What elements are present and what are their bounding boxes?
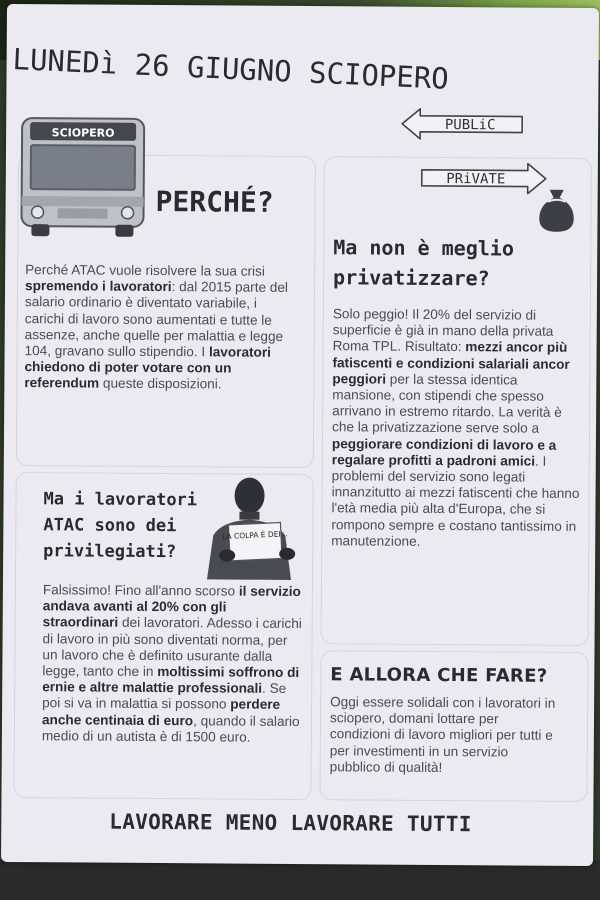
private-arrow-label: PRiVATE [446,171,506,188]
private-arrow [420,161,550,196]
bold-text: lavoratori chiedono di poter votare con un referendum [24,344,271,392]
text-segment: queste disposizioni. [99,376,222,392]
background-ground [0,860,600,900]
heading-privatizzare: Ma non è meglio privatizzare? [333,235,515,291]
heading-privilegiati: Ma i lavoratori ATAC sono dei privilegiati? [43,489,198,563]
heading-che-fare: E ALLORA CHE FARE? [330,664,548,687]
bold-text: moltissimi soffrono di ernie e altre malattie professionali [42,664,300,696]
bold-text: peggiorare condizioni di lavoro e a regalare profitti a padroni amici [331,435,557,469]
bold-text: mezzi ancor più fatiscenti e condizioni salariali ancor peggiori [332,339,570,387]
sign-text: LA COLPA È DEI... [221,529,289,542]
flyer-sheet [1,4,599,866]
public-arrow-label: PUBLiC [444,117,496,134]
text-segment: . Se poi si va in malattia si possono [42,680,287,712]
text-segment: Perché ATAC vuole risolvere la sua crisi [25,262,265,279]
body-privatizzare [331,306,583,551]
text-segment: dei lavoratori. Adesso i carichi di lavoro in più sono diventati norma, per un lavoro che è definito usurante dalla legge, tanto che in [42,615,302,680]
public-arrow [400,107,530,142]
body-perche [24,262,297,394]
text-segment: : dal 2015 parte del salario ordinario è diventato variabile, i carichi di lavoro sono aumentati e tutte le assenze, anche quelle per malattia e legge 104, gravano sullo stipendio. I [24,279,289,360]
page-title: LUNEDì 26 GIUGNO SCIOPERO [11,42,450,96]
text-segment: Falsissimo! Fino all'anno scorso [42,582,239,599]
money-bag-icon [533,186,579,234]
footer-slogan: LAVORARE MENO LAVORARE TUTTI [109,809,472,837]
text-segment: . I problemi del servizio sono legati innanzitutto ai mezzi fatiscenti che hanno l'età media più alta d'Europa, che si rompono sempre e costano tantissimo in manutenzione. [331,453,580,549]
bold-text: perdere anche centinaia di euro [41,696,281,728]
body-privilegiati [42,582,305,746]
bus-sign: SCIOPERO [51,126,115,140]
text-segment: Oggi essere solidali con i lavoratori in sciopero, domani lottare per condizioni di lavoro migliori per tutti e per investimenti in un servizio pubblico di qualità! [329,694,556,775]
body-che-fare [330,694,563,777]
text-segment: Solo peggio! Il 20% del servizio di superficie è già in mano della privata Roma TPL. Risultato: [332,306,554,355]
bus-illustration [17,116,148,241]
bold-text: il servizio andava avanti al 20% con gli straordinari [42,583,301,631]
text-segment: per la stessa identica mansione, con stipendi che spesso arrivano in estremo ritardo. La verità è che la privatizzazione serve solo a [332,371,562,437]
text-segment: , quando il salario medio di un autista è di 1500 euro. [41,712,300,745]
heading-perche: PERCHÉ? [155,184,274,219]
bold-text: spremendo i lavoratori [24,278,172,295]
